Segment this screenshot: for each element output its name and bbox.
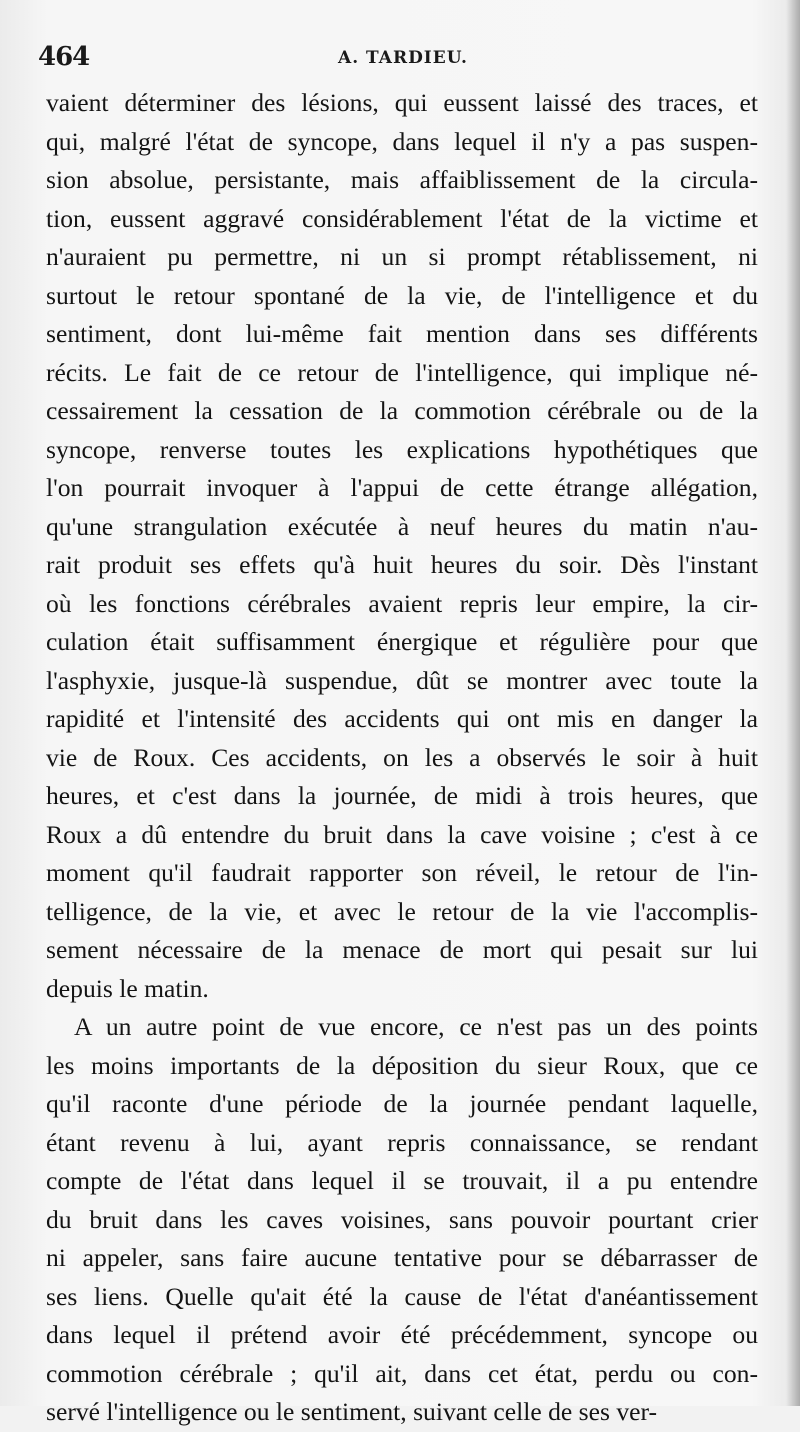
text-line: surtout le retour spontané de la vie, de l'intelligence et du bbox=[46, 280, 758, 310]
running-head: A. TARDIEU. bbox=[338, 48, 468, 68]
text-line: du bruit dans les caves voisines, sans pouvoir pourtant crier bbox=[46, 1204, 758, 1234]
text-line: récits. Le fait de ce retour de l'intelligence, qui implique né- bbox=[46, 357, 758, 387]
text-line: vaient déterminer des lésions, qui eussent laissé des traces, et bbox=[46, 88, 758, 117]
text-line: telligence, de la vie, et avec le retour de la vie l'accomplis- bbox=[46, 896, 758, 926]
text-line: moment qu'il faudrait rapporter son réveil, le retour de l'in- bbox=[46, 858, 758, 887]
text-line: sentiment, dont lui-même fait mention dans ses différents bbox=[46, 319, 758, 348]
paragraph bbox=[46, 84, 758, 1008]
text-line: cessairement la cessation de la commotion cérébrale ou de la bbox=[46, 396, 758, 425]
text-line: les moins importants de la déposition du sieur Roux, que ce bbox=[46, 1050, 758, 1080]
text-line: servé l'intelligence ou le sentiment, suivant celle de ses ver- bbox=[46, 1397, 658, 1426]
page-edge-shadow bbox=[786, 0, 800, 1406]
page-number: 464 bbox=[38, 42, 90, 72]
text-line: l'asphyxie, jusque-là suspendue, dût se montrer avec toute la bbox=[46, 665, 758, 695]
text-line: commotion cérébrale ; qu'il ait, dans cet état, perdu ou con- bbox=[46, 1358, 758, 1388]
page-header bbox=[38, 42, 738, 72]
text-line: ses liens. Quelle qu'ait été la cause de l'état d'anéantissement bbox=[46, 1281, 758, 1311]
text-line: qu'une strangulation exécutée à neuf heures du matin n'au- bbox=[46, 511, 758, 541]
body-text bbox=[46, 84, 758, 1432]
text-line: qui, malgré l'état de syncope, dans lequel il n'y a pas suspen- bbox=[46, 126, 758, 156]
paragraph bbox=[46, 1008, 758, 1432]
text-line: sion absolue, persistante, mais affaiblissement de la circula- bbox=[46, 165, 758, 194]
text-line: depuis le matin. bbox=[46, 973, 209, 1003]
text-line: dans lequel il prétend avoir été précédemment, syncope ou bbox=[46, 1320, 758, 1349]
text-line: étant revenu à lui, ayant repris connaissance, se rendant bbox=[46, 1127, 758, 1157]
text-line: tion, eussent aggravé considérablement l'état de la victime et bbox=[46, 203, 758, 233]
text-line: ni appeler, sans faire aucune tentative pour se débarrasser de bbox=[46, 1243, 758, 1272]
text-line: l'on pourrait invoquer à l'appui de cette étrange allégation, bbox=[46, 473, 758, 502]
text-line: qu'il raconte d'une période de la journée pendant laquelle, bbox=[46, 1089, 758, 1118]
text-line: n'auraient pu permettre, ni un si prompt rétablissement, ni bbox=[46, 242, 758, 271]
text-line: syncope, renverse toutes les explications hypothétiques que bbox=[46, 434, 758, 464]
text-line: compte de l'état dans lequel il se trouvait, il a pu entendre bbox=[46, 1166, 758, 1195]
text-line: culation était suffisamment énergique et régulière pour que bbox=[46, 627, 758, 656]
text-line: rait produit ses effets qu'à huit heures du soir. Dès l'instant bbox=[46, 550, 758, 579]
text-line: A un autre point de vue encore, ce n'est pas un des points bbox=[74, 1012, 758, 1041]
text-line: rapidité et l'intensité des accidents qui ont mis en danger la bbox=[46, 704, 758, 733]
text-line: Roux a dû entendre du bruit dans la cave voisine ; c'est à ce bbox=[46, 819, 758, 849]
text-line: vie de Roux. Ces accidents, on les a observés le soir à huit bbox=[46, 742, 758, 772]
text-line: sement nécessaire de la menace de mort qui pesait sur lui bbox=[46, 935, 758, 964]
text-line: où les fonctions cérébrales avaient repris leur empire, la cir- bbox=[46, 588, 758, 618]
text-line: heures, et c'est dans la journée, de midi à trois heures, que bbox=[46, 781, 758, 810]
